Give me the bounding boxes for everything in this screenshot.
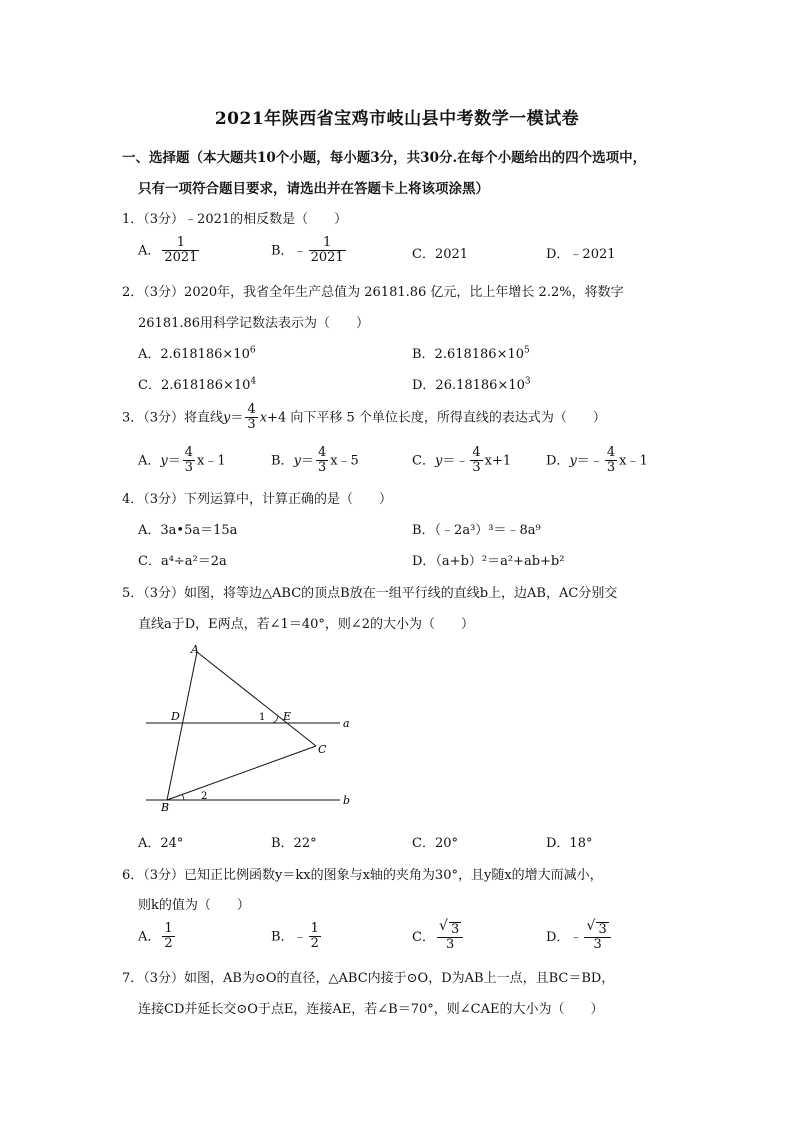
label-a: a: [343, 717, 350, 730]
q4-option-b: B．（﹣2a³）³＝﹣8a⁹: [412, 523, 541, 538]
q3-fraction: [245, 403, 257, 433]
angle-1-arc: [273, 716, 278, 723]
q3-b-y: y: [293, 453, 301, 469]
q1-option-b: [271, 236, 348, 266]
section-heading-line2: 只有一项符合题目要求，请选出并在答题卡上将该项涂黑）: [138, 181, 489, 197]
q3-eq: ＝: [230, 410, 244, 426]
label-A: A: [191, 643, 199, 656]
q5-option-b: B．22°: [271, 836, 317, 851]
q2-stem-line1: 2．（3分）2020年，我省全年生产总值为 26181.86 亿元，比上年增长 2.2%，将数字: [122, 285, 624, 300]
q6-c-den: 3: [437, 937, 463, 952]
q3-d-label: D．: [546, 453, 570, 469]
q6-option-d: [546, 918, 613, 953]
q6-a-label: A．: [138, 929, 161, 945]
q4-stem: 4．（3分）下列运算中，计算正确的是（ ）: [122, 492, 393, 507]
q3-c-den: 3: [472, 460, 481, 476]
q3-b-num: 4: [317, 445, 327, 460]
q5-option-a: A．24°: [138, 836, 184, 851]
q6-a-fraction: [162, 922, 174, 952]
q6-d-rad: 3: [598, 922, 607, 937]
q6-c-fraction: [437, 918, 463, 953]
q4-option-c: C．a⁴÷a²＝2a: [138, 554, 227, 569]
q3-num: 4: [247, 402, 256, 417]
label-b: b: [343, 794, 351, 807]
q3-c-neg: ﹣: [455, 453, 469, 469]
q1-a-den: 2021: [164, 250, 198, 266]
q2-d-exp: 3: [524, 376, 531, 387]
label-E: E: [283, 710, 292, 723]
q6-b-den: 2: [310, 936, 319, 952]
q6-option-a: [138, 922, 177, 952]
q3-d-neg: ﹣: [589, 453, 603, 469]
q2-c-exp: 4: [250, 376, 257, 387]
q3-b-fraction: [316, 446, 328, 476]
q3-a-y: y: [160, 453, 168, 469]
q2-d-text: D．26.18186×10: [412, 378, 525, 393]
q1-b-fraction: [309, 236, 346, 266]
label-C: C: [318, 743, 327, 756]
page-title: 2021年陕西省宝鸡市岐山县中考数学一模试卷: [214, 109, 580, 129]
q4-option-a: A．3a•5a＝15a: [138, 523, 238, 538]
q6-d-den: 3: [584, 937, 610, 952]
q6-stem-line2: 则k的值为（ ）: [138, 898, 250, 913]
q3-a-num: 4: [184, 445, 194, 460]
label-B: B: [161, 801, 170, 814]
q3-d-fraction: [605, 446, 617, 476]
q3-d-num: 4: [606, 445, 616, 460]
q6-a-num: 1: [164, 921, 173, 936]
q3-b-label: B．: [271, 453, 294, 469]
q5-option-c: C．20°: [412, 836, 458, 851]
q5-stem-line2: 直线a于D，E两点，若∠1＝40°，则∠2的大小为（ ）: [138, 617, 475, 632]
q6-c-num: [437, 918, 463, 937]
q2-option-b: [412, 343, 530, 362]
q3-option-c: [412, 446, 511, 476]
q2-a-exp: 6: [249, 345, 256, 356]
q6-b-label: B．﹣: [271, 929, 307, 945]
q1-a-num: 1: [176, 235, 186, 250]
q4-option-d: D．（a+b）²＝a²+ab+b²: [412, 554, 565, 569]
q1-option-c: C．2021: [412, 247, 469, 262]
q3-c-num: 4: [472, 445, 481, 460]
q2-b-text: B．2.618186×10: [412, 347, 525, 362]
q3-c-y: y: [434, 453, 443, 469]
q3-option-a: [138, 446, 226, 476]
q3-c-eq: ＝: [442, 453, 456, 469]
q3-post: +4 向下平移 5 个单位长度，所得直线的表达式为（ ）: [267, 410, 606, 426]
q3-b-eq: ＝: [300, 453, 314, 469]
q2-option-a: [138, 343, 256, 362]
q1-option-d: D．﹣2021: [546, 247, 616, 262]
q1-a-fraction: [162, 236, 199, 266]
q6-a-den: 2: [164, 936, 173, 952]
q3-option-b: [271, 446, 359, 476]
q6-c-rad: 3: [450, 922, 460, 937]
q3-b-den: 3: [317, 460, 327, 476]
q3-x: x: [259, 410, 268, 426]
q1-stem: 1．（3分）﹣2021的相反数是（ ）: [122, 212, 348, 227]
angle-2-arc: [182, 794, 184, 800]
section-heading-line1: 一、选择题（本大题共10个小题，每小题3分，共30分.在每个小题给出的四个选项中，: [122, 150, 647, 166]
label-D: D: [171, 710, 180, 723]
q3-pre: 3．（3分）将直线: [122, 410, 224, 426]
q3-d-y: y: [569, 453, 577, 469]
q2-a-text: A．2.618186×10: [138, 347, 250, 362]
sqrt-icon: √ 3: [586, 918, 607, 937]
q1-a-label: A．: [138, 243, 161, 259]
q5-figure: [140, 640, 370, 820]
q3-y: y: [223, 410, 231, 426]
q6-option-c: [412, 918, 465, 953]
label-angle-1: 1: [259, 712, 266, 723]
q3-a-fraction: [183, 446, 195, 476]
q7-stem-line2: 连接CD并延长交⊙O于点E，连接AE，若∠B＝70°，则∠CAE的大小为（ ）: [138, 1002, 604, 1017]
q7-stem-line1: 7．（3分）如图，AB为⊙O的直径，△ABC内接于⊙O，D为AB上一点，且BC＝BD，: [122, 971, 615, 986]
sqrt-icon: √ 3: [438, 918, 460, 937]
label-angle-2: 2: [201, 791, 208, 802]
q3-option-d: [546, 446, 648, 476]
q5-stem-line1: 5．（3分）如图，将等边△ABC的顶点B放在一组平行线的直线b上，边AB，AC分别交: [122, 586, 618, 601]
q3-d-eq: ＝: [576, 453, 590, 469]
q3-d-tail: x﹣1: [619, 453, 648, 469]
q6-d-label: D．﹣: [546, 929, 583, 945]
q2-stem-line2: 26181.86用科学记数法表示为（ ）: [138, 316, 370, 331]
q1-b-label: B．﹣: [271, 243, 307, 259]
q3-a-label: A．: [138, 453, 161, 469]
q2-c-text: C．2.618186×10: [138, 378, 251, 393]
q6-b-num: 1: [310, 921, 319, 936]
q3-c-tail: x+1: [484, 453, 512, 469]
segment-bc: [167, 746, 316, 800]
q3-c-label: C．: [412, 453, 435, 469]
q3-a-eq: ＝: [167, 453, 181, 469]
q1-b-num: 1: [322, 235, 332, 250]
q1-b-den: 2021: [310, 250, 344, 266]
segment-ab: [167, 652, 197, 800]
q3-d-den: 3: [606, 460, 616, 476]
q3-b-tail: x﹣5: [330, 453, 359, 469]
q3-a-den: 3: [184, 460, 194, 476]
q2-option-d: [412, 374, 531, 393]
q2-b-exp: 5: [524, 345, 530, 356]
q6-c-label: C．: [412, 929, 435, 945]
q1-option-a: [138, 236, 201, 266]
q3-den: 3: [247, 417, 256, 433]
q6-b-fraction: [309, 922, 321, 952]
q6-stem-line1: 6．（3分）已知正比例函数y＝kx的图象与x轴的夹角为30°，且y随x的增大而减小，: [122, 868, 603, 883]
q3-a-tail: x﹣1: [197, 453, 226, 469]
segment-ac: [197, 652, 316, 746]
q5-option-d: D．18°: [546, 836, 593, 851]
q6-option-b: [271, 922, 323, 952]
q6-d-fraction: [584, 918, 610, 953]
q2-option-c: [138, 374, 256, 393]
q3-stem: [122, 403, 606, 433]
q6-d-num: [584, 918, 610, 937]
q3-c-fraction: [470, 446, 482, 476]
